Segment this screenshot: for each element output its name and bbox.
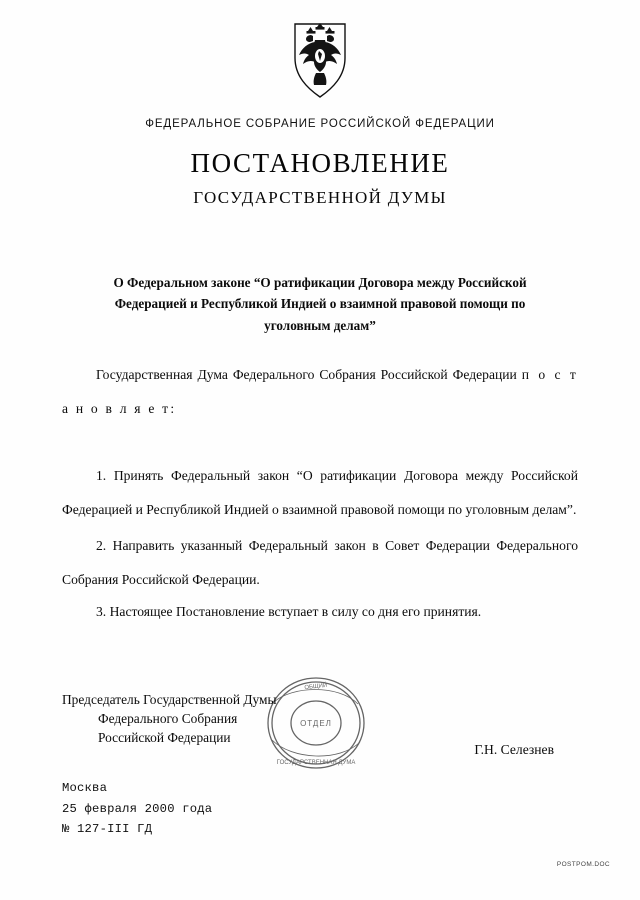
resolution-item-1: 1. Принять Федеральный закон “О ратификации Договора между Российской Федерацией и Республикой Индией о взаимной правовой помощи по уголовным делам”.: [62, 468, 578, 518]
resolution-item-2: 2. Направить указанный Федеральный закон в Совет Федерации Федерального Собрания Российской Федерации.: [62, 537, 578, 587]
emblem-container: [0, 18, 640, 104]
page-title: ПОСТАНОВЛЕНИЕ: [190, 148, 450, 178]
resolution-items: [62, 459, 578, 625]
footer-number: № 127-III ГД: [62, 822, 153, 836]
signatory-line-1: Председатель Государственной Думы: [62, 692, 277, 707]
svg-text:ОТДЕЛ: ОТДЕЛ: [300, 719, 332, 728]
footer-city: Москва: [62, 781, 108, 795]
file-stamp: POSTPOM.DOC: [556, 861, 610, 868]
svg-text:ГОСУДАРСТВЕННАЯ ДУМА: ГОСУДАРСТВЕННАЯ ДУМА: [276, 760, 356, 766]
lead-verb: п о с т а н о в л я е т:: [62, 367, 578, 416]
document-footer: [62, 778, 212, 840]
signatory-line-2: Федерального Собрания: [98, 711, 238, 727]
signatory-name: Г.Н. Селезнев: [474, 742, 554, 757]
svg-text:ОБЩИЙ: ОБЩИЙ: [304, 682, 328, 692]
lead-text: Государственная Дума Федерального Собрания Российской Федерации: [96, 367, 517, 382]
double-headed-eagle-emblem-icon: [289, 18, 351, 104]
lead-paragraph: [62, 358, 578, 425]
page-subtitle: ГОСУДАРСТВЕННОЙ ДУМЫ: [193, 188, 447, 207]
resolution-item-3: 3. Настоящее Постановление вступает в силу со дня его принятия.: [96, 604, 482, 620]
signature-block: [62, 690, 578, 757]
document-body: [62, 358, 578, 627]
organization-line: ФЕДЕРАЛЬНОЕ СОБРАНИЕ РОССИЙСКОЙ ФЕДЕРАЦИИ: [145, 118, 495, 130]
document-subject: О Федеральном законе “О ратификации Договора между Российской Федерацией и Республикой Индией о взаимной правовой помощи по уголовным делам”: [113, 275, 527, 333]
footer-date: 25 февраля 2000 года: [62, 801, 213, 816]
signatory-title: [62, 690, 362, 747]
document-header: [0, 118, 640, 208]
signatory-line-3: Российской Федерации: [98, 730, 231, 746]
